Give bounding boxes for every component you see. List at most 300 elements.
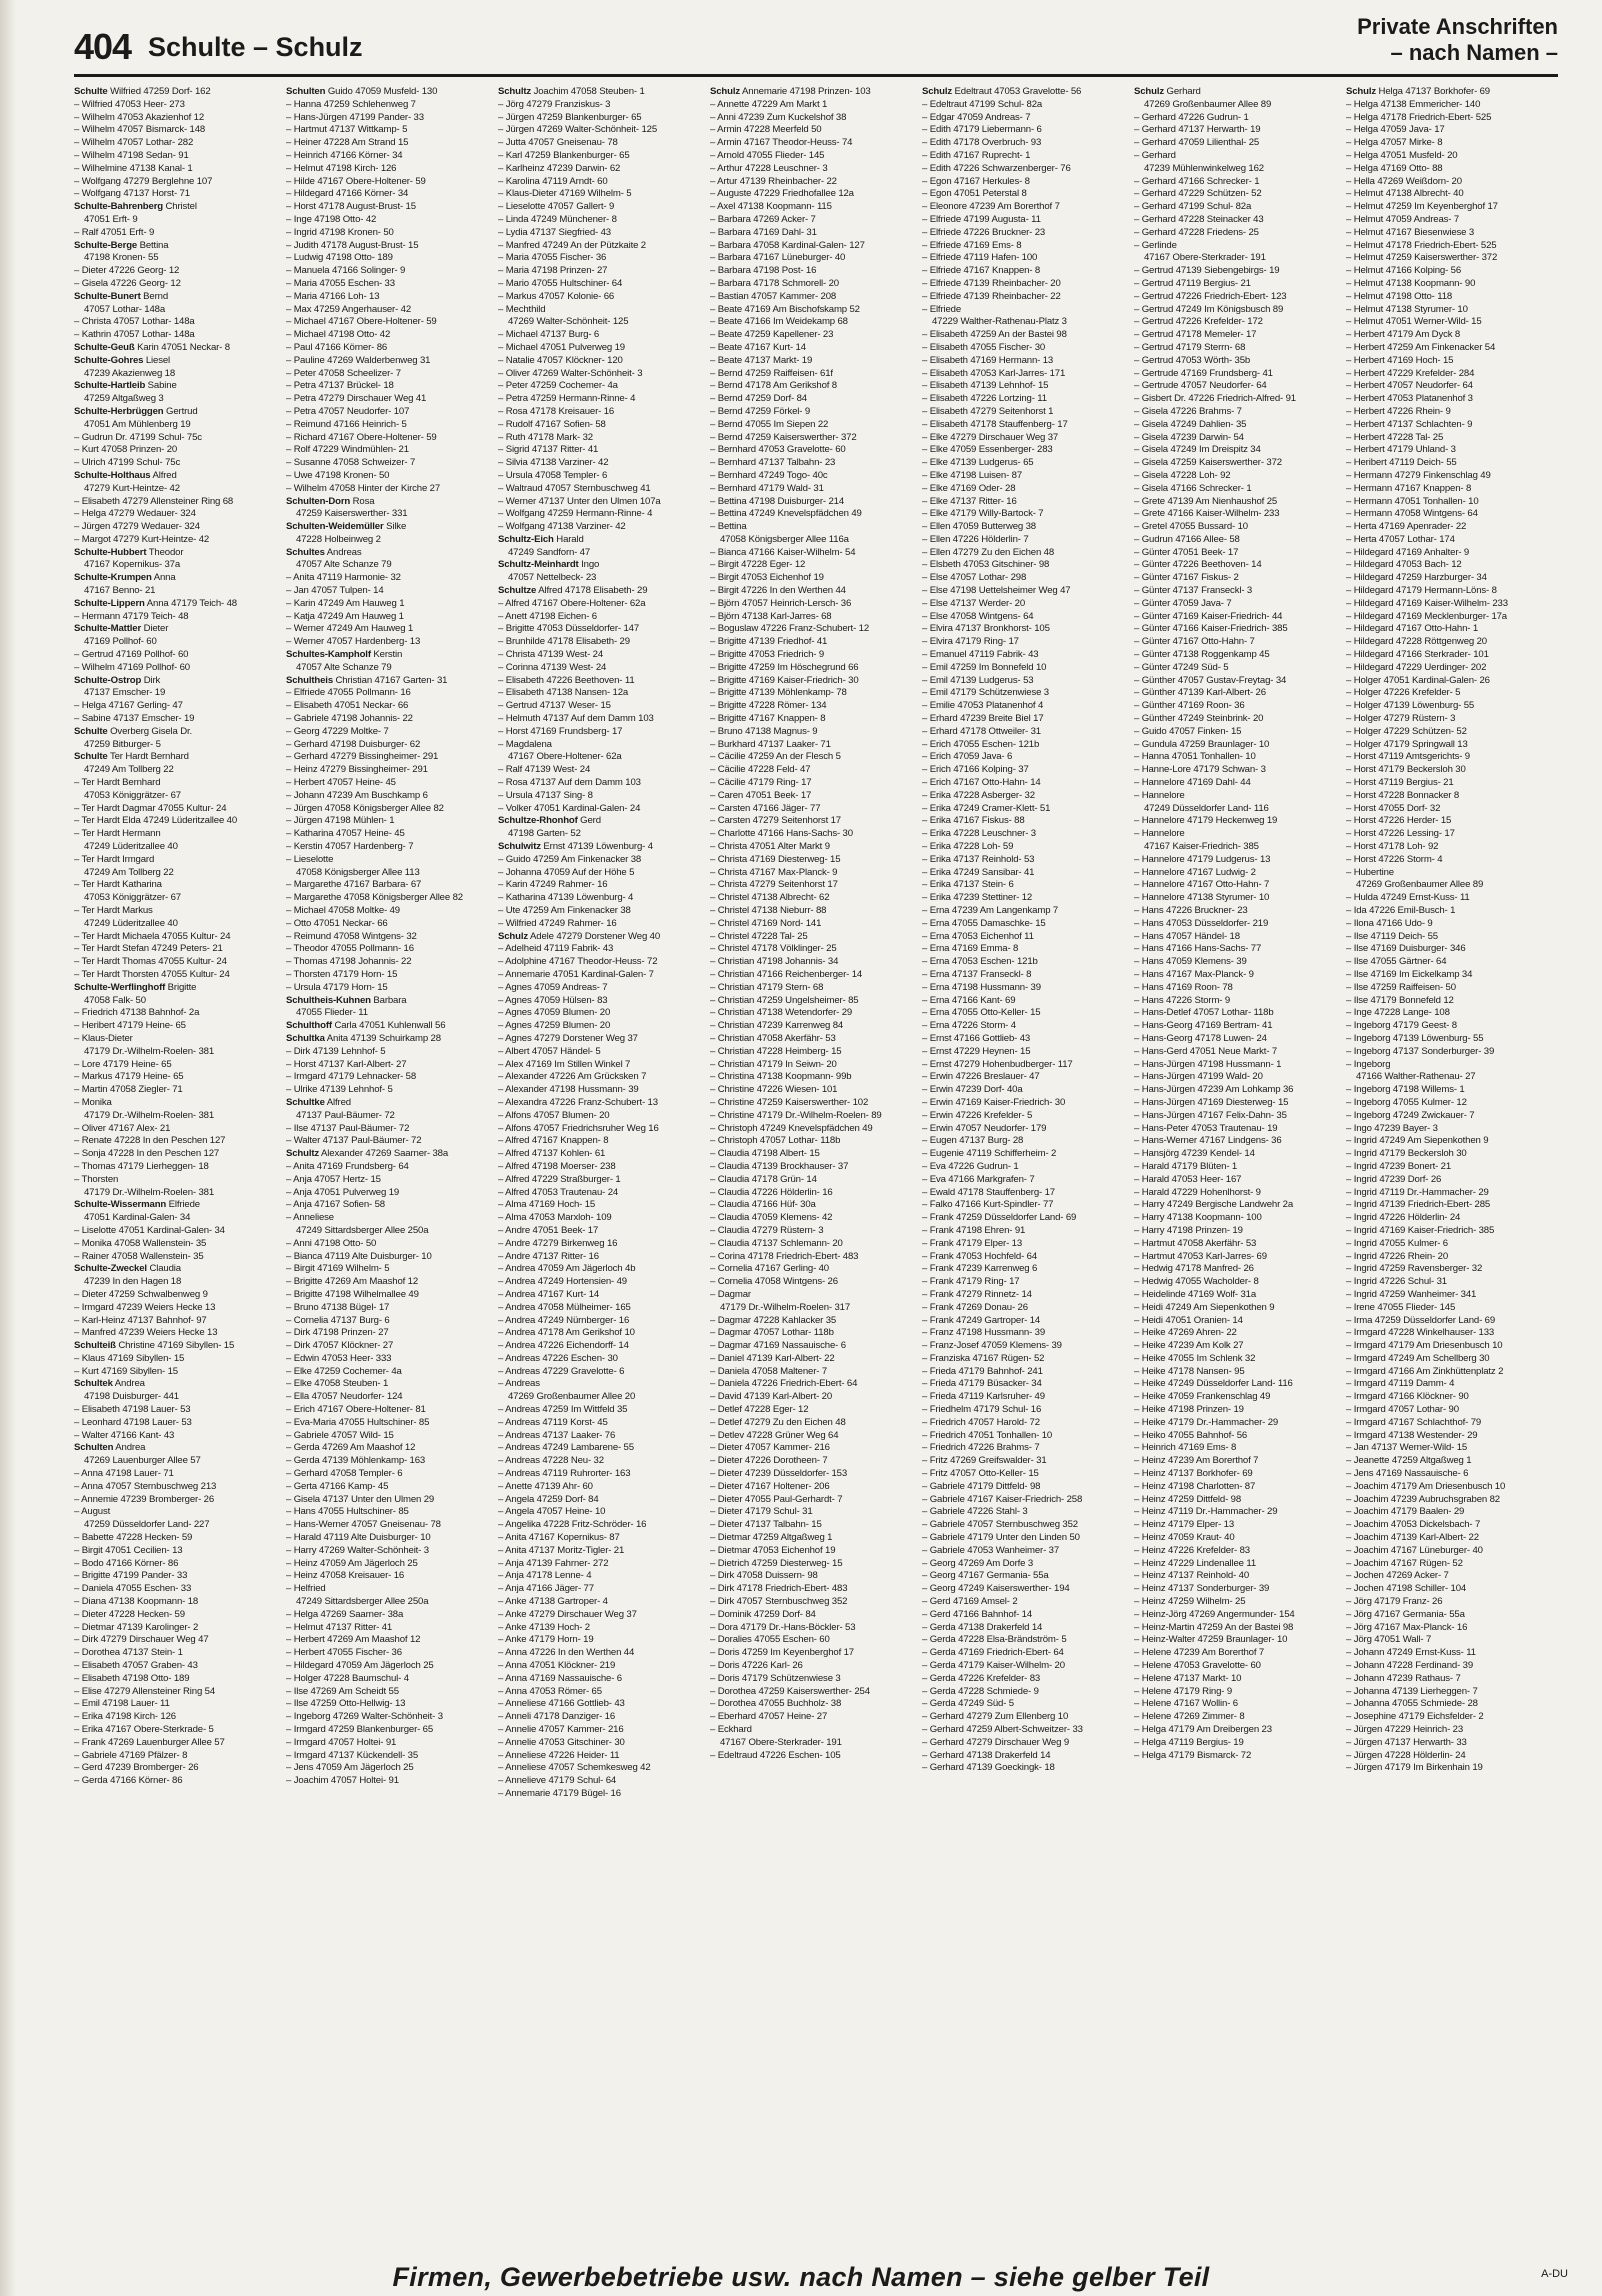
- listing-entry: – Jörg 47179 Franz- 26: [1346, 1596, 1443, 1608]
- listing-entry: – Hella 47269 Weißdorn- 20: [1346, 175, 1462, 187]
- listing-entry: – Hildegard 47166 Sterkrader- 101: [1346, 649, 1489, 661]
- listing-entry: – Christel 47138 Albrecht- 62: [710, 892, 830, 904]
- listing-entry: – Christian 47179 In Seiwn- 20: [710, 1058, 837, 1070]
- listing-entry: – Horst 47226 Lessing- 17: [1346, 828, 1455, 840]
- listing-entry: – Helmut 47178 Friedrich-Ebert- 525: [1346, 239, 1497, 251]
- listing-entry: – Günter 47169 Kaiser-Friedrich- 44: [1134, 610, 1283, 622]
- listing-entry: – Andre 47137 Ritter- 16: [498, 1250, 599, 1262]
- listing-entry: – Klaus-Dieter 47169 Wilhelm- 5: [498, 188, 632, 200]
- listing-entry: – Artur 47139 Rheinbacher- 22: [710, 175, 837, 187]
- listing-entry: – Burkhard 47137 Laaker- 71: [710, 738, 831, 750]
- listing-entry: – Anita 47167 Kopernikus- 87: [498, 1532, 620, 1544]
- listing-entry: – Hans 47059 Klemens- 39: [1134, 956, 1247, 968]
- listing-entry: 47259 Düsseldorfer Land- 227: [84, 1519, 210, 1531]
- listing-entry: – Hans-Detlef 47057 Lothar- 118b: [1134, 1007, 1274, 1019]
- listing-entry: – Alfred 47167 Knappen- 8: [498, 1135, 609, 1147]
- listing-entry: – Elisabeth 47226 Beethoven- 11: [498, 674, 635, 686]
- listing-entry: – Ingrid 47179 Beckersloh 30: [1346, 1148, 1467, 1160]
- listing-entry: – Alfons 47057 Blumen- 20: [498, 1109, 610, 1121]
- listing-entry: – Karl 47259 Blankenburger- 65: [498, 149, 630, 161]
- listing-entry: – Erika 47228 Asberger- 32: [922, 789, 1035, 801]
- listing-entry: – Erna 47053 Eschen- 121b: [922, 956, 1038, 968]
- listing-entry: 47051 Am Mühlenberg 19: [84, 418, 191, 430]
- listing-entry: – Irmgard 47179 Lehnacker- 58: [286, 1071, 417, 1083]
- listing-entry: – Eva 47226 Gudrun- 1: [922, 1160, 1019, 1172]
- listing-entry: 47166 Walther-Rathenau- 27: [1356, 1071, 1476, 1083]
- listing-entry: 47057 Lothar- 148a: [84, 303, 166, 315]
- listing-entry: – Heike 47179 Dr.-Hammacher- 29: [1134, 1416, 1279, 1428]
- listing-entry: – Frank 47179 Elper- 13: [922, 1237, 1023, 1249]
- listing-entry: – Gerhard 47137 Herwarth- 19: [1134, 124, 1261, 136]
- listing-entry: – Elke 47169 Oder- 28: [922, 482, 1016, 494]
- listing-entry: – Falko 47166 Kurt-Spindler- 77: [922, 1199, 1054, 1211]
- listing-entry: – Daniela 47055 Eschen- 33: [74, 1583, 192, 1595]
- listing-entry: – Erika 47239 Stettiner- 12: [922, 892, 1033, 904]
- listing-entry: – Elisabeth 47198 Otto- 189: [74, 1672, 190, 1684]
- listing-entry: – Helga 47169 Otto- 88: [1346, 162, 1443, 174]
- listing-entry: – Frank 47279 Rinnetz- 14: [922, 1288, 1032, 1300]
- listing-entry: – Frieda 47179 Bahnhof- 241: [922, 1365, 1043, 1377]
- listing-entry: – Charlotte 47166 Hans-Sachs- 30: [710, 828, 853, 840]
- listing-entry: – Erika 47228 Leuschner- 3: [922, 828, 1036, 840]
- listing-entry: – Elise 47279 Allensteiner Ring 54: [74, 1685, 216, 1697]
- listing-entry: – Erika 47198 Kirch- 126: [74, 1711, 176, 1723]
- listing-entry: – Holger 47179 Springwall 13: [1346, 738, 1468, 750]
- listing-entry: – Joachim 47167 Rügen- 52: [1346, 1557, 1463, 1569]
- listing-column-4: [710, 86, 916, 2166]
- listing-entry: – Harald 47229 Hohenlhorst- 9: [1134, 1186, 1261, 1198]
- listing-entry: – Hildegard 47169 Mecklenburger- 17a: [1346, 610, 1507, 622]
- listing-entry: – Ingeborg 47269 Walter-Schönheit- 3: [286, 1711, 443, 1723]
- listing-column-6: [1134, 86, 1340, 2166]
- listing-entry: – Hildegard 47169 Anhalter- 9: [1346, 546, 1470, 558]
- listing-entry: – Michael 47051 Pulverweg 19: [498, 341, 625, 353]
- listing-entry: – Birgit 47169 Wilhelm- 5: [286, 1263, 390, 1275]
- listing-entry: – Erich 47167 Otto-Hahn- 14: [922, 777, 1041, 789]
- listing-entry: – Horst 47055 Dorf- 32: [1346, 802, 1441, 814]
- listing-entry: – Angela 47057 Heine- 10: [498, 1506, 606, 1518]
- listing-entry: – Caren 47051 Beek- 17: [710, 789, 812, 801]
- listing-entry: – Günter 47167 Fiskus- 2: [1134, 572, 1239, 584]
- listing-entry: – Frank 47269 Donau- 26: [922, 1301, 1028, 1313]
- listing-entry: – Dirk 47178 Friedrich-Ebert- 483: [710, 1583, 848, 1595]
- listing-entry: – Liselotte 47051 Kardinal-Galen- 34: [74, 1224, 225, 1236]
- listing-entry: – Helga 47269 Saarner- 38a: [286, 1608, 404, 1620]
- listing-entry: – Annemarie 47051 Kardinal-Galen- 7: [498, 968, 654, 980]
- listing-entry: – Irmgard 47057 Holtei- 91: [286, 1736, 397, 1748]
- listing-entry: – Egon 47167 Herkules- 8: [922, 175, 1030, 187]
- listing-entry: 47269 Großenbaumer Allee 89: [1144, 98, 1272, 110]
- listing-entry: – Günter 47166 Kaiser-Friedrich- 385: [1134, 623, 1288, 635]
- listing-entry: – Harald 47053 Heer- 167: [1134, 1173, 1242, 1185]
- listing-entry: – Alexandra 47226 Franz-Schubert- 13: [498, 1096, 658, 1108]
- listing-entry: – Gisela 47226 Brahms- 7: [1134, 405, 1242, 417]
- listing-entry: – Anita 47119 Harmonie- 32: [286, 572, 401, 584]
- listing-entry: – Erna 47239 Am Langenkamp 7: [922, 905, 1059, 916]
- listing-entry: – Ilse 47055 Gärtner- 64: [1346, 956, 1447, 968]
- listing-entry: – Helmut 47137 Ritter- 41: [286, 1621, 393, 1633]
- listing-entry: – Ilse 47269 Am Scheidt 55: [286, 1685, 399, 1697]
- listing-entry: – Natalie 47057 Klöckner- 120: [498, 354, 623, 366]
- listing-entry: – Heinz 47259 Dittfeld- 98: [1134, 1493, 1242, 1505]
- listing-entry: – Herbert 47053 Platanenhof 3: [1346, 393, 1473, 405]
- listing-entry: – Otto 47051 Neckar- 66: [286, 917, 388, 929]
- listing-entry: – Dieter 47226 Georg- 12: [74, 265, 180, 277]
- listing-entry: – Gerhard 47198 Duisburger- 62: [286, 738, 421, 750]
- listing-entry: – Ilse 47119 Deich- 55: [1346, 930, 1438, 942]
- listing-entry: – Erika 47167 Obere-Sterkrade- 5: [74, 1724, 214, 1735]
- listing-entry: Schulte-Berge Bettina: [74, 239, 169, 251]
- listing-entry: – Maria 47166 Loh- 13: [286, 290, 380, 302]
- listing-entry: – Christian 47239 Karrenweg 84: [710, 1020, 844, 1032]
- listing-entry: – Erna 47226 Storm- 4: [922, 1020, 1016, 1032]
- listing-entry: – Dirk 47198 Prinzen- 27: [286, 1327, 389, 1339]
- listing-entry: – Michael 47198 Otto- 42: [286, 329, 391, 341]
- listing-entry: – Gerhard 47229 Schützen- 52: [1134, 188, 1262, 200]
- listing-entry: – Hannelore 47167 Otto-Hahn- 7: [1134, 879, 1270, 891]
- listing-entry: – Ralf 47051 Erft- 9: [74, 226, 155, 238]
- listing-entry: – Ernst 47166 Gottlieb- 43: [922, 1032, 1031, 1044]
- section-heading-line-2: – nach Namen –: [1390, 40, 1558, 65]
- listing-entry: – Eugen 47137 Burg- 28: [922, 1135, 1024, 1147]
- listing-entry: – Kathrin 47057 Lothar- 148a: [74, 329, 195, 341]
- listing-entry: – Gerhard 47228 Friedens- 25: [1134, 226, 1259, 238]
- listing-entry: – Helga 47059 Java- 17: [1346, 124, 1445, 136]
- listing-entry: – Andreas: [498, 1378, 540, 1390]
- listing-entry: – Manuela 47166 Solinger- 9: [286, 265, 406, 277]
- listing-entry: – Gerda 47228 Schmiede- 9: [922, 1685, 1039, 1697]
- listing-entry: 47249 Lüderitzallee 40: [84, 841, 178, 853]
- listing-entry: Schultze-Rhonhof Gerd: [498, 815, 601, 827]
- listing-entry: – Grete 47166 Kaiser-Wilhelm- 233: [1134, 508, 1280, 520]
- listing-entry: – Doris 47179 Schützenwiese 3: [710, 1672, 841, 1684]
- listing-entry: – Anneliese: [286, 1212, 334, 1224]
- listing-entry: – Helga 47178 Friedrich-Ebert- 525: [1346, 111, 1492, 123]
- listing-entry: – Christel 47228 Tal- 25: [710, 930, 808, 942]
- listing-entry: – Brigitte 47228 Römer- 134: [710, 700, 827, 712]
- listing-entry: – Elisabeth 47279 Allensteiner Ring 68: [74, 495, 234, 507]
- listing-entry: – Günter 47137 Franseckl- 3: [1134, 585, 1253, 597]
- listing-entry: – Elvira 47179 Ring- 17: [922, 636, 1019, 648]
- listing-entry: – Holger 47229 Schützen- 52: [1346, 725, 1467, 737]
- listing-entry: – Heinz 47137 Reinhold- 40: [1134, 1570, 1250, 1582]
- listing-entry: – Georg 47269 Am Dorfe 3: [922, 1557, 1034, 1569]
- listing-entry: – Joachim 47179 Am Driesenbusch 10: [1346, 1480, 1506, 1492]
- listing-entry: – Elfriede 47055 Pollmann- 16: [286, 687, 411, 699]
- listing-entry: – Gerd 47169 Amsel- 2: [922, 1596, 1018, 1608]
- listing-entry: – Anna 47198 Lauer- 71: [74, 1468, 174, 1480]
- listing-entry: – Jürgen 47198 Mühlen- 1: [286, 815, 395, 827]
- listing-entry: – Horst 47169 Frundsberg- 17: [498, 725, 623, 737]
- listing-entry: – Bernd 47055 Im Siepen 22: [710, 418, 829, 430]
- listing-entry: – Doris 47226 Karl- 26: [710, 1660, 803, 1672]
- listing-entry: – Barbara 47269 Acker- 7: [710, 213, 816, 225]
- listing-entry: 47269 Walter-Schönheit- 125: [508, 316, 629, 328]
- listing-entry: – Christian 47058 Akerfähr- 53: [710, 1032, 836, 1044]
- listing-entry: – Friedrich 47226 Brahms- 7: [922, 1442, 1040, 1454]
- listing-entry: – Ulrich 47199 Schul- 75c: [74, 457, 181, 469]
- listing-entry: – Elisabeth 47055 Fischer- 30: [922, 341, 1046, 353]
- listing-entry: – Herbert 47137 Schlachten- 9: [1346, 418, 1473, 430]
- listing-entry: – Joachim 47053 Dickelsbach- 7: [1346, 1519, 1481, 1531]
- listing-entry: Schulz Helga 47137 Borkhofer- 69: [1346, 86, 1490, 97]
- listing-entry: – Brigitte 47139 Friedhof- 41: [710, 636, 828, 648]
- listing-entry: – Hans 47053 Düsseldorfer- 219: [1134, 917, 1269, 929]
- listing-entry: 47239 In den Hagen 18: [84, 1276, 182, 1288]
- listing-entry: – Bruno 47138 Magnus- 9: [710, 725, 818, 737]
- listing-entry: – Beate 47166 Im Weidekamp 68: [710, 316, 848, 328]
- listing-entry: – Boguslaw 47226 Franz-Schubert- 12: [710, 623, 870, 635]
- listing-entry: – Ida 47226 Emil-Busch- 1: [1346, 905, 1456, 916]
- listing-entry: – Hans-Jürgen 47199 Pander- 33: [286, 111, 424, 123]
- listing-entry: – Eleonore 47239 Am Borerthof 7: [922, 201, 1060, 213]
- listing-entry: – Helga 47057 Mirke- 8: [1346, 137, 1443, 149]
- listing-entry: – Horst 47226 Storm- 4: [1346, 853, 1443, 865]
- listing-entry: – Heike 47249 Düsseldorfer Land- 116: [1134, 1378, 1293, 1390]
- listing-entry: – Karlheinz 47239 Darwin- 62: [498, 162, 621, 174]
- listing-entry: – Anita 47137 Moritz-Tigler- 21: [498, 1544, 625, 1556]
- listing-entry: – Brunhilde 47178 Elisabeth- 29: [498, 636, 630, 648]
- listing-entry: – Hans-Georg 47178 Luwen- 24: [1134, 1032, 1267, 1044]
- listing-entry: – Erwin 47226 Breslauer- 47: [922, 1071, 1040, 1083]
- listing-entry: – Bianca 47166 Kaiser-Wilhelm- 54: [710, 546, 856, 558]
- listing-entry: – Hermann 47058 Wintgens- 64: [1346, 508, 1478, 520]
- listing-entry: Schultka Anita 47139 Schuirkamp 28: [286, 1032, 441, 1044]
- listing-entry: – Gertrude 47169 Frundsberg- 41: [1134, 367, 1273, 379]
- listing-entry: – Friedrich 47138 Bahnhof- 2a: [74, 1007, 200, 1019]
- listing-entry: – Holger 47228 Baumschul- 4: [286, 1672, 409, 1684]
- listing-entry: – Andreas 47229 Gravelotte- 6: [498, 1365, 625, 1377]
- listing-entry: – Ilona 47166 Udo- 9: [1346, 917, 1433, 929]
- listing-entry: – Thorsten: [74, 1173, 119, 1185]
- listing-entry: – Heidi 47051 Oranien- 14: [1134, 1314, 1243, 1326]
- listing-entry: – Alexander 47198 Hussmann- 39: [498, 1084, 639, 1096]
- listing-entry: – Michael 47167 Obere-Holtener- 59: [286, 316, 437, 328]
- listing-entry: – Peter 47259 Cochemer- 4a: [498, 380, 618, 392]
- listing-entry: 47179 Dr.-Wilhelm-Roelen- 381: [84, 1186, 215, 1198]
- listing-entry: – Katja 47249 Am Hauweg 1: [286, 610, 404, 622]
- listing-entry: – Erna 47053 Eichenhof 11: [922, 930, 1034, 942]
- listing-entry: – Rainer 47058 Wallenstein- 35: [74, 1250, 204, 1262]
- listing-entry: – Dorothea 47055 Buchholz- 38: [710, 1698, 842, 1710]
- listing-entry: – Christian 47138 Wetendorfer- 29: [710, 1007, 853, 1019]
- listing-entry: – Ilse 47179 Bonnefeld 12: [1346, 994, 1454, 1006]
- listing-entry: Schulte-Herbrüggen Gertrud: [74, 405, 198, 417]
- listing-entry: – Anni 47198 Otto- 50: [286, 1237, 377, 1249]
- listing-entry: – Heike 47055 Im Schlenk 32: [1134, 1352, 1256, 1364]
- listing-entry: – Bernd 47259 Kaiserswerther- 372: [710, 431, 857, 443]
- listing-entry: – Karl-Heinz 47137 Bahnhof- 97: [74, 1314, 207, 1326]
- listing-entry: – Gerda 47169 Friedrich-Ebert- 64: [922, 1647, 1064, 1659]
- listing-entry: – Herbert 47179 Uhland- 3: [1346, 444, 1456, 456]
- listing-entry: – Hans-Werner 47057 Gneisenau- 78: [286, 1519, 441, 1531]
- listing-entry: – Irmgard 47119 Damm- 4: [1346, 1378, 1455, 1390]
- listing-entry: – Emil 47259 Im Bonnefeld 10: [922, 661, 1047, 673]
- listing-entry: – Corina 47178 Friedrich-Ebert- 483: [710, 1250, 859, 1262]
- listing-entry: – Elke 47059 Essenberger- 283: [922, 444, 1053, 456]
- listing-entry: – Ter Hardt Katharina: [74, 879, 162, 891]
- listing-entry: – Anneliese 47226 Heider- 11: [498, 1749, 620, 1761]
- listing-entry: – Ingrid 47198 Kronen- 50: [286, 226, 394, 238]
- listing-entry: – Elfriede 47139 Rheinbacher- 22: [922, 290, 1061, 302]
- listing-entry: – Jürgen 47229 Heinrich- 23: [1346, 1724, 1464, 1735]
- listing-entry: – Gerda 47249 Süd- 5: [922, 1698, 1014, 1710]
- listing-entry: 47229 Walther-Rathenau-Platz 3: [932, 316, 1067, 328]
- listing-entry: – Helmut 47259 Im Keyenberghof 17: [1346, 201, 1498, 213]
- listing-entry: – Hans-Peter 47053 Trautenau- 19: [1134, 1122, 1278, 1134]
- listing-entry: 47269 Großenbaumer Allee 89: [1356, 879, 1484, 891]
- listing-entry: – Frank 47053 Hochfeld- 64: [922, 1250, 1038, 1262]
- listing-entry: – Horst 47137 Karl-Albert- 27: [286, 1058, 407, 1070]
- listing-entry: – Elfriede 47167 Knappen- 8: [922, 265, 1041, 277]
- listing-entry: – Günter 47167 Otto-Hahn- 7: [1134, 636, 1255, 648]
- listing-entry: – Daniela 47058 Maltener- 7: [710, 1365, 828, 1377]
- listing-entry: – Erika 47137 Reinhold- 53: [922, 853, 1035, 865]
- listing-entry: – Dagmar 47057 Lothar- 118b: [710, 1327, 834, 1339]
- listing-entry: 47179 Dr.-Wilhelm-Roelen- 381: [84, 1109, 215, 1121]
- listing-entry: – Hildegard 47059 Am Jägerloch 25: [286, 1660, 434, 1672]
- listing-entry: – Mechthild: [498, 303, 546, 315]
- listing-entry: – Bettina 47249 Knevelspfädchen 49: [710, 508, 862, 520]
- page-number: 404: [74, 26, 132, 67]
- listing-entry: – Claudia 47178 Grün- 14: [710, 1173, 817, 1185]
- listing-entry: – Hans 47055 Hultschiner- 85: [286, 1506, 409, 1518]
- listing-entry: – Else 47057 Lothar- 298: [922, 572, 1027, 584]
- listing-entry: – Elisabeth 47051 Neckar- 66: [286, 700, 409, 712]
- listing-entry: – Günter 47249 Süd- 5: [1134, 661, 1229, 673]
- listing-entry: – Ingo 47239 Bayer- 3: [1346, 1122, 1438, 1134]
- listing-entry: – Elisabeth 47279 Seitenhorst 1: [922, 405, 1054, 417]
- listing-entry: – Hans-Jürgen 47198 Hussmann- 1: [1134, 1058, 1282, 1070]
- listing-entry: – Dieter 47228 Hecken- 59: [74, 1608, 185, 1620]
- listing-entry: – Gabriele 47226 Stahl- 3: [922, 1506, 1028, 1518]
- listing-entry: Schulte-Hartleib Sabine: [74, 380, 177, 392]
- listing-entry: – Michael 47137 Burg- 6: [498, 329, 600, 341]
- listing-entry: – Gerhard 47279 Zum Ellenberg 10: [922, 1711, 1069, 1723]
- listing-entry: – Alma 47169 Hoch- 15: [498, 1199, 596, 1211]
- listing-entry: – Lydia 47137 Siegfried- 43: [498, 226, 611, 238]
- listing-entry: – Jürgen 47269 Walter-Schönheit- 125: [498, 124, 658, 136]
- listing-entry: – Anja 47051 Pulverweg 19: [286, 1186, 400, 1198]
- listing-entry: – Dieter 47239 Düsseldorfer- 153: [710, 1468, 848, 1480]
- listing-entry: – Hermann 47167 Knappen- 8: [1346, 482, 1472, 494]
- listing-entry: – Claudia 47198 Albert- 15: [710, 1148, 820, 1160]
- listing-entry: 47239 Akazienweg 18: [84, 367, 176, 379]
- listing-entry: – Hanna 47051 Tonhallen- 10: [1134, 751, 1256, 763]
- listing-entry: – Axel 47138 Koopmann- 115: [710, 201, 832, 213]
- listing-entry: – Bernhard 47053 Gravelotte- 60: [710, 444, 846, 456]
- listing-entry: – Harald 47179 Blüten- 1: [1134, 1160, 1238, 1172]
- listing-entry: 47137 Emscher- 19: [84, 687, 166, 699]
- listing-entry: – Andre 47051 Beek- 17: [498, 1224, 599, 1236]
- listing-entry: – Dirk 47057 Sternbuschweg 352: [710, 1596, 848, 1608]
- listing-entry: – Irmgard 47228 Winkelhauser- 133: [1346, 1327, 1495, 1339]
- listing-entry: – Ellen 47279 Zu den Eichen 48: [922, 546, 1055, 558]
- footer-notice: Firmen, Gewerbebetriebe usw. nach Namen – siehe gelber Teil: [392, 2262, 1210, 2292]
- listing-entry: – Dieter 47179 Schul- 31: [710, 1506, 813, 1518]
- listing-entry: – Gerhard 47259 Albert-Schweitzer- 33: [922, 1724, 1083, 1735]
- listing-entry: – Ingrid 47239 Dorf- 26: [1346, 1173, 1442, 1185]
- listing-entry: – Agnes 47059 Andreas- 7: [498, 981, 608, 993]
- listing-entry: – Jochen 47198 Schiller- 104: [1346, 1583, 1467, 1595]
- listing-entry: – Bernhard 47249 Togo- 40c: [710, 469, 828, 481]
- listing-entry: – Sigrid 47137 Ritter- 41: [498, 444, 599, 456]
- listing-column-7: [1346, 86, 1552, 2166]
- listing-entry: – Ter Hardt Thorsten 47055 Kultur- 24: [74, 968, 230, 980]
- listing-entry: – Maria 47198 Prinzen- 27: [498, 265, 608, 277]
- listing-entry: 47259 Bitburger- 5: [84, 738, 161, 750]
- listing-entry: Schulte-Mattler Dieter: [74, 623, 169, 635]
- listing-entry: Schulwitz Ernst 47139 Löwenburg- 4: [498, 841, 653, 853]
- listing-entry: – Ingrid 47249 Am Siepenkothen 9: [1346, 1135, 1489, 1147]
- listing-entry: – Hans-Jürgen 47169 Diesterweg- 15: [1134, 1096, 1289, 1108]
- listing-entry: – Dirk 47279 Dirschauer Weg 47: [74, 1634, 209, 1646]
- listing-entry: – Eugenie 47119 Schifferheim- 2: [922, 1148, 1057, 1160]
- listing-entry: – Uwe 47198 Kronen- 50: [286, 469, 390, 481]
- listing-entry: – Gabriele 47057 Wild- 15: [286, 1429, 394, 1441]
- listing-entry: – Ingrid 47259 Wanheimer- 341: [1346, 1288, 1477, 1300]
- listing-entry: – Irmgard 47167 Schlachthof- 79: [1346, 1416, 1482, 1428]
- listing-entry: – Wilhelm 47058 Hinter der Kirche 27: [286, 482, 441, 494]
- listing-entry: – Anna 47051 Klöckner- 219: [498, 1660, 616, 1672]
- listing-entry: – Kurt 47169 Sibyllen- 15: [74, 1365, 178, 1377]
- listing-entry: 47259 Kaiserswerther- 331: [296, 508, 408, 520]
- listing-entry: – Ursula 47058 Templer- 6: [498, 469, 608, 481]
- listing-entry: Schulz Gerhard: [1134, 86, 1201, 97]
- listing-entry: – Gerda 47139 Möhlenkamp- 163: [286, 1455, 426, 1467]
- listing-entry: – Holger 47279 Rüstern- 3: [1346, 713, 1456, 725]
- listing-entry: – Michael 47058 Moltke- 49: [286, 905, 400, 916]
- listing-entry: – Emanuel 47119 Fabrik- 43: [922, 649, 1039, 661]
- listing-entry: – Werner 47057 Hardenberg- 13: [286, 636, 421, 648]
- listing-entry: – Hildegard 47053 Bach- 12: [1346, 559, 1462, 571]
- listing-entry: – Anja 47057 Hertz- 15: [286, 1173, 381, 1185]
- listing-entry: – Wilhelm 47169 Pollhof- 60: [74, 661, 190, 673]
- listing-entry: – Holger 47139 Löwenburg- 55: [1346, 700, 1475, 712]
- listing-entry: – Gerhard 47059 Lilienthal- 25: [1134, 137, 1260, 149]
- listing-entry: – Jeanette 47259 Altgaßweg 1: [1346, 1455, 1472, 1467]
- listing-entry: – Hartmut 47137 Wittkamp- 5: [286, 124, 408, 136]
- listing-entry: – Anja 47139 Fahrner- 272: [498, 1557, 609, 1569]
- listing-entry: – Heinz 47059 Kraut- 40: [1134, 1532, 1235, 1544]
- listing-entry: – Alfred 47053 Trautenau- 24: [498, 1186, 619, 1198]
- listing-entry: – Anneliese 47166 Gottlieb- 43: [498, 1698, 625, 1710]
- listing-entry: – Hildegard 47166 Körner- 34: [286, 188, 409, 200]
- listing-column-1: [74, 86, 280, 2166]
- listing-entry: – Irmgard 47137 Kückendell- 35: [286, 1749, 419, 1761]
- listing-entry: – Wilhelm 47057 Bismarck- 148: [74, 124, 206, 136]
- listing-entry: – Leonhard 47198 Lauer- 53: [74, 1416, 192, 1428]
- listing-entry: – Claudia 47166 Hüf- 30a: [710, 1199, 816, 1211]
- listing-entry: – Thomas 47179 Lierheggen- 18: [74, 1160, 209, 1172]
- listing-entry: – Ralf 47139 West- 24: [498, 764, 591, 776]
- listing-entry: – Dietmar 47259 Altgaßweg 1: [710, 1532, 833, 1544]
- listing-entry: – Heinz 47058 Kreisauer- 16: [286, 1570, 405, 1582]
- listing-entry: – Gabriele 47179 Dittfeld- 98: [922, 1480, 1041, 1492]
- listing-entry: – Arthur 47228 Leuschner- 3: [710, 162, 828, 174]
- listing-entry: – Markus 47179 Heine- 65: [74, 1071, 184, 1083]
- listing-entry: – Dieter 47137 Talbahn- 15: [710, 1519, 822, 1531]
- listing-entry: – Hannelore: [1134, 789, 1185, 801]
- listing-entry: – Günter 47226 Beethoven- 14: [1134, 559, 1262, 571]
- listing-entry: – Emil 47179 Schützenwiese 3: [922, 687, 1049, 699]
- listing-entry: – Beate 47169 Am Bischofskamp 52: [710, 303, 860, 315]
- listing-entry: – Auguste 47229 Friedhofallee 12a: [710, 188, 854, 200]
- listing-entry: – Elisabeth 47198 Lauer- 53: [74, 1404, 191, 1416]
- listing-entry: – Erna 47169 Emma- 8: [922, 943, 1019, 955]
- listing-entry: 47051 Erft- 9: [84, 213, 138, 225]
- listing-entry: – Johann 47249 Ernst-Kuss- 11: [1346, 1647, 1476, 1659]
